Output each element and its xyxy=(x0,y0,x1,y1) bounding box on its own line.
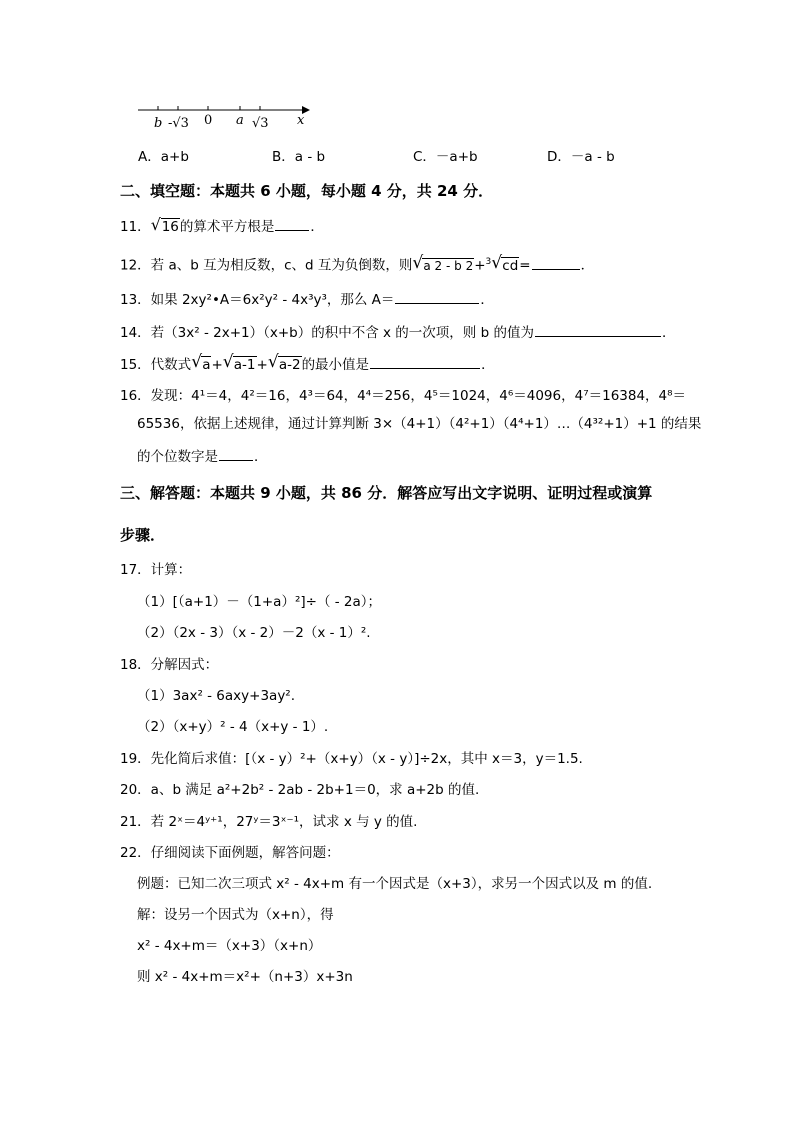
q11-text: 的算术平方根是 xyxy=(179,219,275,235)
section3-heading-line1: 三、解答题：本题共 9 小题，共 86 分．解答应写出文字说明、证明过程或演算 xyxy=(120,484,653,502)
section3-heading-line2: 步骤． xyxy=(120,526,166,544)
q15-radical-1: √ a xyxy=(191,352,211,373)
q17-part2: （2）（2x - 3）（x - 2）－2（x - 1）². xyxy=(137,625,371,641)
q22-title: 22．仔细阅读下面例题，解答问题： xyxy=(120,845,340,861)
question-20: 20．a、b 满足 a²+2b² - 2ab - 2b+1＝0，求 a+2b 的值. xyxy=(120,782,480,798)
option-b: B．a - b xyxy=(272,149,326,165)
q11-end: ． xyxy=(310,219,324,235)
q17-title: 17．计算： xyxy=(120,562,192,578)
option-a: A．a+b xyxy=(138,149,189,165)
q15-end: ． xyxy=(481,357,495,373)
question-15 xyxy=(120,354,495,375)
option-d: D．－a - b xyxy=(547,149,615,165)
q16-text: 的个位数字是 xyxy=(137,449,218,465)
q17-part1: （1）[（a+1）－（1+a）²]÷（ - 2a）； xyxy=(137,594,382,610)
q11-blank xyxy=(275,216,309,231)
q16-end: ． xyxy=(254,449,268,465)
q14-blank xyxy=(535,322,661,337)
q18-title: 18．分解因式： xyxy=(120,657,219,673)
q14-text: 14．若（3x² - 2x+1）（x+b）的积中不含 x 的一次项，则 b 的值为 xyxy=(120,325,534,341)
question-16-line1: 16．发现：4¹＝4，4²＝16，4³＝64，4⁴＝256，4⁵＝1024，4⁶＝4096，4⁷＝16384，4⁸＝ xyxy=(120,388,687,404)
question-13 xyxy=(120,289,494,310)
q11-radical: √ 16 xyxy=(150,215,179,235)
question-21: 21．若 2ˣ＝4ʸ⁺¹，27ʸ＝3ˣ⁻¹，试求 x 与 y 的值. xyxy=(120,814,418,830)
q18-part2: （2）（x+y）² - 4（x+y - 1）. xyxy=(137,719,329,735)
label-b: b xyxy=(154,116,163,131)
q12-eq: = xyxy=(519,257,531,274)
q12-radical-1: √ a 2 - b 2 xyxy=(412,252,474,273)
q14-end: ． xyxy=(661,325,676,341)
section2-heading: 二、填空题：本题共 6 小题，每小题 4 分，共 24 分． xyxy=(120,182,494,200)
label-neg-sqrt3: -√3 xyxy=(168,116,189,131)
q12-plus: + xyxy=(474,257,486,274)
q12-cube-index: 3 xyxy=(485,257,492,267)
question-12 xyxy=(120,252,594,276)
q13-blank xyxy=(395,289,479,304)
q15-radical-2: √ a-1 xyxy=(222,352,256,373)
q22-line3: x² - 4x+m＝（x+3）（x+n） xyxy=(137,938,322,954)
label-zero: 0 xyxy=(204,113,213,128)
option-c: C．－a+b xyxy=(413,149,478,165)
question-11 xyxy=(120,216,324,237)
q22-line1: 例题：已知二次三项式 x² - 4x+m 有一个因式是（x+3），求另一个因式以及 m 的值. xyxy=(137,876,653,892)
q13-text: 13．如果 2xy²•A＝6x²y² - 4x³y³，那么 A＝ xyxy=(120,292,395,308)
question-16-line2: 65536，依据上述规律，通过计算判断 3×（4+1）（4²+1）（4⁴+1）…（4³²+1）+1 的结果 xyxy=(137,416,702,432)
q15-plus-1: + xyxy=(211,357,223,373)
label-x: x xyxy=(297,113,305,128)
q15-blank xyxy=(370,354,480,369)
number-line-figure xyxy=(130,100,320,136)
q18-part1: （1）3ax² - 6axy+3ay². xyxy=(137,688,296,704)
q12-end: ． xyxy=(580,257,595,274)
q16-blank xyxy=(219,446,253,461)
q15-pre: 15．代数式 xyxy=(120,357,192,373)
question-14 xyxy=(120,322,675,343)
q15-text: 的最小值是 xyxy=(301,357,370,373)
label-sqrt3: √3 xyxy=(252,116,269,131)
question-19: 19．先化简后求值：[（x - y）²+（x+y）（x - y）]÷2x，其中 x＝3，y＝1.5. xyxy=(120,751,583,767)
q12-radical-2: √ cd xyxy=(491,252,519,274)
q15-plus-2: + xyxy=(256,357,268,373)
q22-line2: 解：设另一个因式为（x+n），得 xyxy=(137,907,334,923)
question-16-line3 xyxy=(137,446,268,467)
q12-text: 12．若 a、b 互为相反数，c、d 互为负倒数，则 xyxy=(120,257,413,274)
q13-end: ． xyxy=(480,292,494,308)
q12-blank xyxy=(532,255,580,270)
q15-radical-3: √ a-2 xyxy=(267,352,301,373)
q11-number: 11． xyxy=(120,219,151,235)
q22-line4: 则 x² - 4x+m＝x²+（n+3）x+3n xyxy=(137,969,353,985)
label-a: a xyxy=(236,113,244,128)
